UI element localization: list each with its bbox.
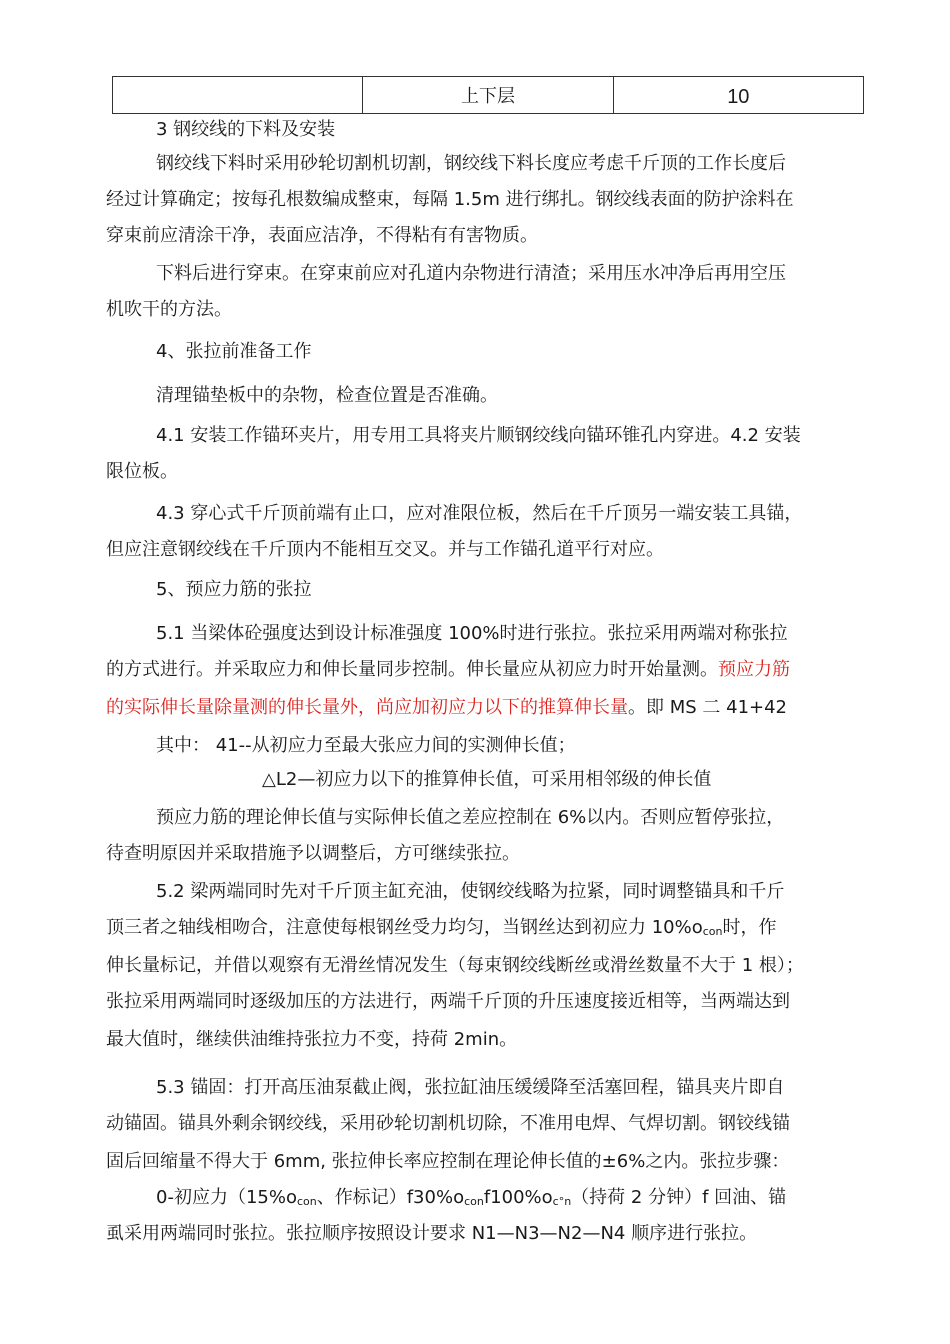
text-span: 的方式进行。并采取应力和伸长量同步控制。伸长量应从初应力时开始量测。 bbox=[106, 659, 718, 680]
paragraph-line: 张拉采用两端同时逐级加压的方法进行，两端千斤顶的升压速度接近相等，当两端达到 bbox=[106, 991, 790, 1012]
paragraph-line bbox=[156, 1186, 786, 1214]
text-span: 时，作 bbox=[722, 917, 777, 938]
paragraph-line: 5.1 当梁体砼强度达到设计标准强度 100%时进行张拉。张拉采用两端对称张拉 bbox=[156, 623, 788, 644]
table-cell bbox=[113, 77, 363, 113]
text-span: （持荷 2 分钟）f 回油、锚 bbox=[571, 1187, 787, 1208]
paragraph-line: 钢绞线下料时采用砂轮切割机切割，钢绞线下料长度应考虑千斤顶的工作长度后 bbox=[156, 153, 786, 174]
table-cell: 上下层 bbox=[363, 77, 613, 113]
highlighted-text: 预应力筋 bbox=[718, 659, 790, 680]
paragraph-line bbox=[106, 916, 777, 944]
paragraph-line: 伸长量标记，并借以观察有无滑丝情况发生（每束钢绞线断丝或滑丝数量不大于 1 根）； bbox=[106, 955, 804, 976]
paragraph-line: 最大值时，继续供油维持张拉力不变，持荷 2min。 bbox=[106, 1029, 518, 1050]
paragraph-line: 但应注意钢绞线在千斤顶内不能相互交叉。并与工作锚孔道平行对应。 bbox=[106, 539, 664, 560]
paragraph-line: △L2—初应力以下的推算伸长值，可采用相邻级的伸长值 bbox=[262, 769, 712, 790]
section-heading: 4、张拉前准备工作 bbox=[156, 341, 312, 362]
paragraph-line: 5.3 锚固：打开高压油泵截止阀，张拉缸油压缓缓降至活塞回程，锚具夹片即自 bbox=[156, 1077, 785, 1098]
text-span: f100%o bbox=[483, 1187, 553, 1208]
paragraph-line: 下料后进行穿束。在穿束前应对孔道内杂物进行清渣；采用压水冲净后再用空压 bbox=[156, 263, 786, 284]
table-cell: 10 bbox=[727, 85, 750, 108]
highlighted-text: 的实际伸长量除量测的伸长量外，尚应加初应力以下的推算伸长量 bbox=[106, 697, 628, 718]
formula-text: 。即 MS 二 41+42 bbox=[628, 697, 788, 718]
paragraph-line: 其中： 41--从初应力至最大张应力间的实测伸长值； bbox=[156, 735, 576, 756]
paragraph-line: 固后回缩量不得大于 6mm, 张拉伸长率应控制在理论伸长值的±6%之内。张拉步骤： bbox=[106, 1151, 790, 1172]
paragraph-line: 机吹干的方法。 bbox=[106, 299, 232, 320]
paragraph-line: 4.3 穿心式千斤顶前端有止口，应对准限位板，然后在千斤顶另一端安装工具锚， bbox=[156, 503, 803, 524]
paragraph-line: 限位板。 bbox=[106, 461, 178, 482]
header-table bbox=[112, 76, 864, 114]
paragraph-line: 虱采用两端同时张拉。张拉顺序按照设计要求 N1—N3—N2—N4 顺序进行张拉。 bbox=[106, 1223, 758, 1244]
paragraph-line: 经过计算确定；按每孔根数编成整束，每隔 1.5m 进行绑扎。钢绞线表面的防护涂料在 bbox=[106, 189, 794, 210]
section-heading: 5、预应力筋的张拉 bbox=[156, 579, 312, 600]
paragraph-line: 4.1 安装工作锚环夹片，用专用工具将夹片顺钢绞线向锚环锥孔内穿进。4.2 安装 bbox=[156, 425, 801, 446]
paragraph-line: 待查明原因并采取措施予以调整后，方可继续张拉。 bbox=[106, 843, 520, 864]
subscript: con bbox=[296, 1195, 317, 1208]
section-heading: 3 钢绞线的下料及安装 bbox=[156, 119, 336, 140]
paragraph-line: 预应力筋的理论伸长值与实际伸长值之差应控制在 6%以内。否则应暂停张拉， bbox=[156, 807, 785, 828]
paragraph-line: 5.2 梁两端同时先对千斤顶主缸充油，使钢绞线略为拉紧，同时调整锚具和千斤 bbox=[156, 881, 785, 902]
paragraph-line: 清理锚垫板中的杂物，检查位置是否准确。 bbox=[156, 385, 498, 406]
paragraph-line: 穿束前应清涂干净，表面应洁净，不得粘有有害物质。 bbox=[106, 225, 538, 246]
subscript: c°n bbox=[552, 1195, 572, 1208]
paragraph-line bbox=[106, 696, 787, 720]
text-span: 0-初应力（15%o bbox=[156, 1187, 297, 1208]
text-span: 、作标记）f30%o bbox=[316, 1187, 465, 1208]
subscript: con bbox=[702, 925, 723, 938]
subscript: con bbox=[464, 1195, 484, 1208]
paragraph-line: 动锚固。锚具外剩余钢绞线，采用砂轮切割机切除，不准用电焊、气焊切割。钢铰线锚 bbox=[106, 1113, 790, 1134]
text-span: 顶三者之轴线相吻合，注意使每根钢丝受力均匀，当钢丝达到初应力 10%o bbox=[106, 917, 703, 938]
paragraph-line bbox=[106, 658, 790, 682]
